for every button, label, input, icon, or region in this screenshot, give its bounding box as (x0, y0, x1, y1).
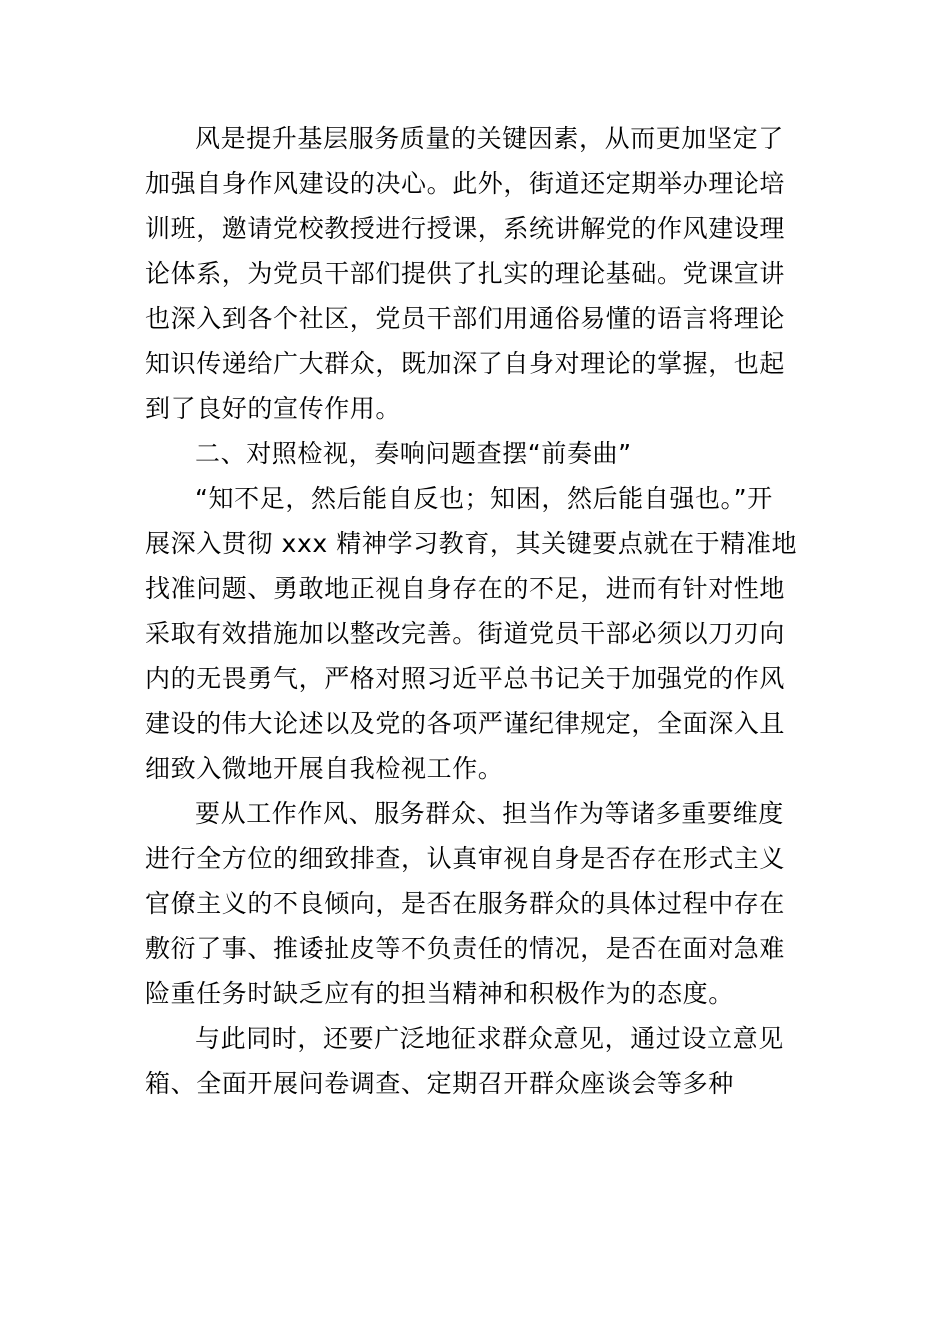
text-line: 敷衍了事、推诿扯皮等不负责任的情况，是否在面对急难 (145, 934, 786, 963)
text-line: 加强自身作风建设的决心。此外，街道还定期举办理论培 (145, 169, 786, 198)
text-line: 进行全方位的细致排查，认真审视自身是否存在形式主义 (145, 844, 786, 873)
section-heading: 二、对照检视，奏响问题查摆“前奏曲” (195, 439, 632, 468)
text-line: 找准问题、勇敢地正视自身存在的不足，进而有针对性地 (145, 574, 786, 603)
text-line: 要从工作作风、服务群众、担当作为等诸多重要维度 (195, 799, 784, 828)
text-line: 细致入微地开展自我检视工作。 (145, 754, 504, 783)
text-line: 知识传递给广大群众，既加深了自身对理论的掌握，也起 (145, 349, 786, 378)
text-line: “知不足，然后能自反也；知困，然后能自强也。”开 (195, 484, 773, 513)
text-line: 风是提升基层服务质量的关键因素，从而更加坚定了 (195, 124, 784, 153)
document-body (145, 116, 810, 1106)
text-line: 箱、全面开展问卷调查、定期召开群众座谈会等多种 (145, 1069, 734, 1098)
text-line: 采取有效措施加以整改完善。街道党员干部必须以刀刃向 (145, 619, 786, 648)
text-line: 官僚主义的不良倾向，是否在服务群众的具体过程中存在 (145, 889, 786, 918)
text-line: 展深入贯彻 xxx 精神学习教育，其关键要点就在于精准地 (145, 529, 798, 558)
text-line: 内的无畏勇气，严格对照习近平总书记关于加强党的作风 (145, 664, 786, 693)
text-line: 建设的伟大论述以及党的各项严谨纪律规定，全面深入且 (145, 709, 786, 738)
text-line: 论体系，为党员干部们提供了扎实的理论基础。党课宣讲 (145, 259, 786, 288)
text-line: 险重任务时缺乏应有的担当精神和积极作为的态度。 (145, 979, 734, 1008)
text-line: 训班，邀请党校教授进行授课，系统讲解党的作风建设理 (145, 214, 786, 243)
text-line: 到了良好的宣传作用。 (145, 394, 402, 423)
text-line: 与此同时，还要广泛地征求群众意见，通过设立意见 (195, 1024, 784, 1053)
text-line: 也深入到各个社区，党员干部们用通俗易懂的语言将理论 (145, 304, 786, 333)
